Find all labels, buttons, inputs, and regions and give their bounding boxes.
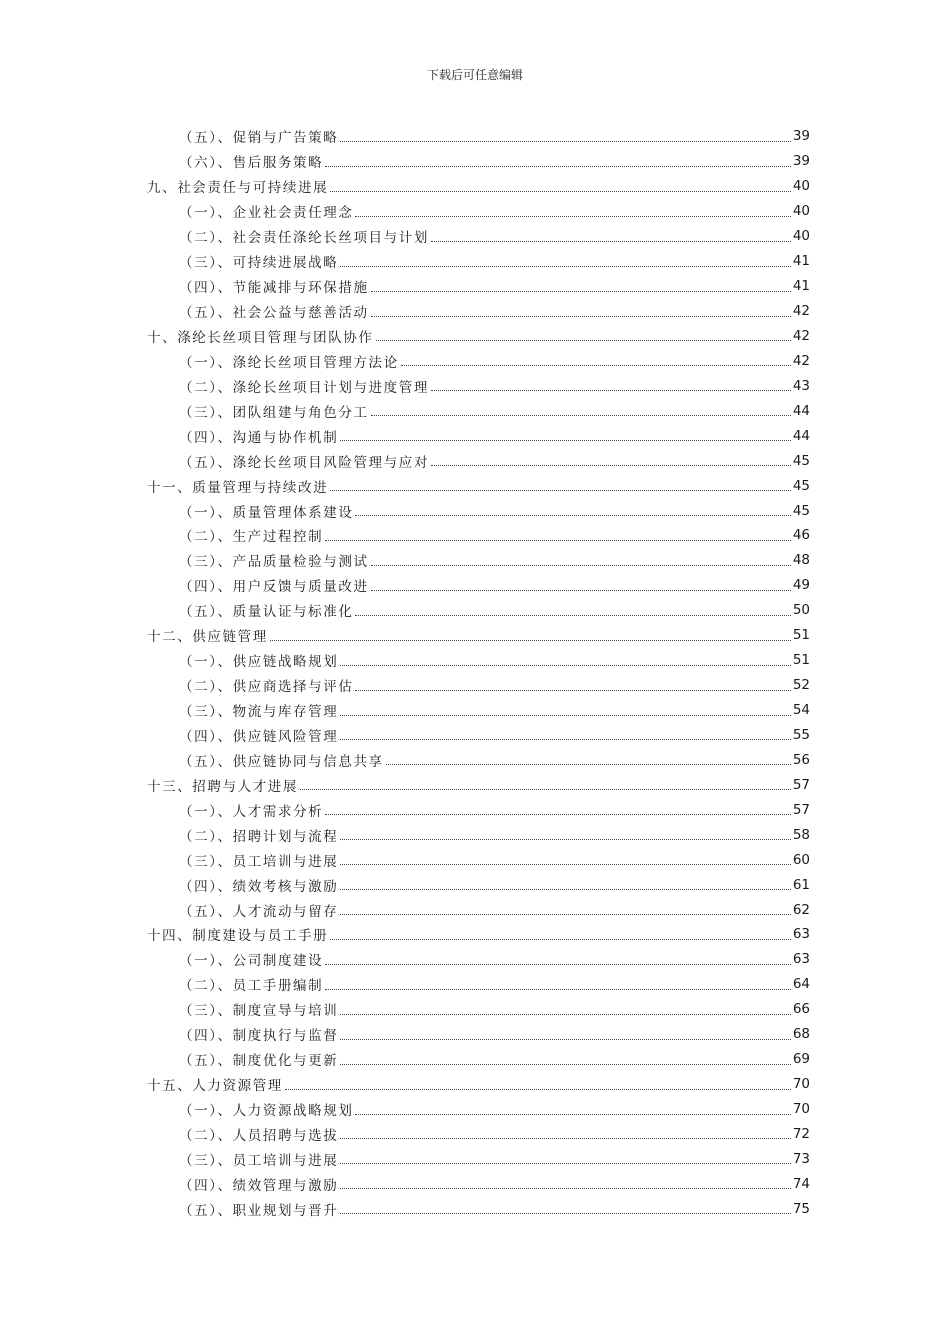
toc-dot-leader — [355, 690, 790, 691]
toc-dot-leader — [371, 291, 791, 292]
toc-chapter-row[interactable] — [147, 473, 810, 498]
toc-section-row[interactable] — [147, 274, 810, 299]
toc-section-row[interactable] — [147, 897, 810, 922]
toc-dot-leader — [325, 964, 791, 965]
toc-section-row[interactable] — [147, 723, 810, 748]
toc-page-number: 42 — [792, 303, 810, 320]
toc-dot-leader — [376, 340, 791, 341]
toc-entry-title: （一）、人力资源战略规划 — [179, 1103, 354, 1120]
toc-page-number: 51 — [792, 627, 810, 644]
toc-entry-title: （一）、企业社会责任理念 — [179, 205, 354, 222]
toc-page-number: 62 — [792, 901, 810, 918]
toc-entry-title: （一）、质量管理体系建设 — [179, 504, 354, 521]
toc-section-row[interactable] — [147, 872, 810, 897]
toc-page-number: 52 — [792, 677, 810, 694]
toc-dot-leader — [325, 989, 791, 990]
toc-dot-leader — [340, 1188, 790, 1189]
toc-section-row[interactable] — [147, 1196, 810, 1221]
toc-entry-title: （五）、供应链协同与信息共享 — [179, 753, 384, 770]
toc-section-row[interactable] — [147, 947, 810, 972]
toc-dot-leader — [340, 914, 790, 915]
toc-page-number: 44 — [792, 427, 810, 444]
toc-section-row[interactable] — [147, 847, 810, 872]
toc-section-row[interactable] — [147, 1171, 810, 1196]
toc-page-number: 45 — [792, 452, 810, 469]
toc-entry-title: 十一、质量管理与持续改进 — [147, 479, 329, 496]
toc-page-number: 42 — [792, 327, 810, 344]
toc-entry-title: （二）、社会责任涤纶长丝项目与计划 — [179, 230, 429, 247]
toc-dot-leader — [371, 565, 791, 566]
toc-page-number: 74 — [792, 1175, 810, 1192]
toc-page-number: 70 — [792, 1101, 810, 1118]
toc-page-number: 39 — [792, 153, 810, 170]
toc-dot-leader — [340, 665, 790, 666]
toc-entry-title: （一）、供应链战略规划 — [179, 654, 339, 671]
toc-entry-title: 十四、制度建设与员工手册 — [147, 928, 329, 945]
toc-entry-title: 十五、人力资源管理 — [147, 1078, 283, 1095]
toc-page-number: 69 — [792, 1051, 810, 1068]
toc-dot-leader — [355, 615, 790, 616]
toc-section-row[interactable] — [147, 673, 810, 698]
toc-page-number: 75 — [792, 1200, 810, 1217]
toc-section-row[interactable] — [147, 199, 810, 224]
toc-dot-leader — [340, 839, 790, 840]
toc-page-number: 45 — [792, 477, 810, 494]
toc-dot-leader — [371, 415, 791, 416]
toc-dot-leader — [431, 465, 791, 466]
toc-entry-title: （二）、涤纶长丝项目计划与进度管理 — [179, 379, 429, 396]
toc-page-number: 58 — [792, 826, 810, 843]
toc-dot-leader — [340, 440, 790, 441]
toc-page-number: 54 — [792, 702, 810, 719]
toc-dot-leader — [340, 141, 790, 142]
toc-section-row[interactable] — [147, 648, 810, 673]
toc-entry-title: （一）、涤纶长丝项目管理方法论 — [179, 354, 399, 371]
toc-chapter-row[interactable] — [147, 922, 810, 947]
toc-section-row[interactable] — [147, 573, 810, 598]
toc-entry-title: （五）、质量认证与标准化 — [179, 604, 354, 621]
toc-page-number: 45 — [792, 502, 810, 519]
toc-dot-leader — [355, 1114, 790, 1115]
toc-dot-leader — [340, 889, 790, 890]
toc-page-number: 61 — [792, 876, 810, 893]
toc-section-row[interactable] — [147, 373, 810, 398]
toc-dot-leader — [285, 1089, 791, 1090]
toc-entry-title: （二）、供应商选择与评估 — [179, 679, 354, 696]
toc-chapter-row[interactable] — [147, 772, 810, 797]
toc-entry-title: （四）、节能减排与环保措施 — [179, 280, 369, 297]
page-header: 下载后可任意编辑 — [426, 68, 523, 82]
toc-entry-title: （二）、生产过程控制 — [179, 529, 324, 546]
toc-entry-title: （三）、员工培训与进展 — [179, 1152, 339, 1169]
toc-page-number: 63 — [792, 951, 810, 968]
toc-entry-title: （四）、用户反馈与质量改进 — [179, 579, 369, 596]
toc-page-number: 41 — [792, 253, 810, 270]
toc-page-number: 40 — [792, 178, 810, 195]
toc-page-number: 66 — [792, 1001, 810, 1018]
toc-section-row[interactable] — [147, 698, 810, 723]
toc-entry-title: （三）、制度宣导与培训 — [179, 1003, 339, 1020]
toc-entry-title: （三）、可持续进展战略 — [179, 255, 339, 272]
toc-entry-title: （五）、涤纶长丝项目风险管理与应对 — [179, 454, 429, 471]
toc-dot-leader — [401, 365, 791, 366]
toc-dot-leader — [330, 490, 791, 491]
toc-page-number: 40 — [792, 228, 810, 245]
toc-entry-title: （五）、社会公益与慈善活动 — [179, 305, 369, 322]
toc-entry-title: （四）、供应链风险管理 — [179, 728, 339, 745]
toc-page-number: 55 — [792, 726, 810, 743]
toc-page-number: 63 — [792, 926, 810, 943]
toc-page-number: 56 — [792, 751, 810, 768]
toc-page-number: 73 — [792, 1150, 810, 1167]
toc-page-number: 64 — [792, 976, 810, 993]
toc-dot-leader — [431, 241, 791, 242]
toc-entry-title: （三）、团队组建与角色分工 — [179, 404, 369, 421]
toc-chapter-row[interactable] — [147, 324, 810, 349]
toc-dot-leader — [371, 590, 791, 591]
toc-page-number: 48 — [792, 552, 810, 569]
toc-entry-title: （四）、绩效管理与激励 — [179, 1177, 339, 1194]
toc-chapter-row[interactable] — [147, 623, 810, 648]
toc-dot-leader — [340, 1039, 790, 1040]
toc-page-number: 57 — [792, 776, 810, 793]
toc-entry-title: （三）、员工培训与进展 — [179, 853, 339, 870]
toc-dot-leader — [355, 216, 790, 217]
toc-entry-title: （五）、职业规划与晋升 — [179, 1202, 339, 1219]
toc-section-row[interactable] — [147, 1146, 810, 1171]
toc-dot-leader — [386, 764, 791, 765]
toc-dot-leader — [340, 1014, 790, 1015]
toc-section-row[interactable] — [147, 972, 810, 997]
toc-entry-title: （四）、制度执行与监督 — [179, 1028, 339, 1045]
table-of-contents — [147, 124, 810, 1221]
toc-page-number: 68 — [792, 1026, 810, 1043]
toc-dot-leader — [340, 1064, 790, 1065]
toc-section-row[interactable] — [147, 822, 810, 847]
toc-page-number: 40 — [792, 203, 810, 220]
toc-page-number: 51 — [792, 652, 810, 669]
toc-page-number: 44 — [792, 402, 810, 419]
toc-entry-title: （一）、人才需求分析 — [179, 803, 324, 820]
toc-entry-title: （二）、员工手册编制 — [179, 978, 324, 995]
toc-dot-leader — [270, 640, 791, 641]
toc-section-row[interactable] — [147, 1022, 810, 1047]
toc-section-row[interactable] — [147, 498, 810, 523]
toc-entry-title: （三）、产品质量检验与测试 — [179, 554, 369, 571]
toc-section-row[interactable] — [147, 747, 810, 772]
toc-entry-title: （五）、制度优化与更新 — [179, 1053, 339, 1070]
toc-page-number: 57 — [792, 801, 810, 818]
toc-page-number: 60 — [792, 851, 810, 868]
toc-dot-leader — [340, 739, 790, 740]
toc-section-row[interactable] — [147, 1097, 810, 1122]
toc-page-number: 41 — [792, 278, 810, 295]
toc-section-row[interactable] — [147, 797, 810, 822]
toc-dot-leader — [325, 814, 791, 815]
toc-section-row[interactable] — [147, 548, 810, 573]
toc-dot-leader — [340, 715, 790, 716]
toc-page-number: 70 — [792, 1076, 810, 1093]
toc-entry-title: （五）、促销与广告策略 — [179, 130, 339, 147]
toc-section-row[interactable] — [147, 1047, 810, 1072]
toc-page-number: 43 — [792, 377, 810, 394]
toc-section-row[interactable] — [147, 997, 810, 1022]
toc-dot-leader — [330, 191, 791, 192]
toc-entry-title: （四）、绩效考核与激励 — [179, 878, 339, 895]
toc-page-number: 42 — [792, 352, 810, 369]
toc-entry-title: （二）、招聘计划与流程 — [179, 828, 339, 845]
toc-dot-leader — [340, 266, 790, 267]
toc-page-number: 49 — [792, 577, 810, 594]
toc-dot-leader — [340, 864, 790, 865]
toc-entry-title: 十、涤纶长丝项目管理与团队协作 — [147, 329, 374, 346]
toc-entry-title: （一）、公司制度建设 — [179, 953, 324, 970]
toc-entry-title: （二）、人员招聘与选拔 — [179, 1127, 339, 1144]
toc-dot-leader — [340, 1138, 790, 1139]
toc-dot-leader — [340, 1163, 790, 1164]
toc-entry-title: （五）、人才流动与留存 — [179, 903, 339, 920]
toc-section-row[interactable] — [147, 348, 810, 373]
toc-section-row[interactable] — [147, 1122, 810, 1147]
toc-page-number: 72 — [792, 1125, 810, 1142]
toc-section-row[interactable] — [147, 149, 810, 174]
toc-section-row[interactable] — [147, 598, 810, 623]
toc-dot-leader — [340, 1213, 790, 1214]
toc-section-row[interactable] — [147, 523, 810, 548]
toc-dot-leader — [355, 515, 790, 516]
toc-section-row[interactable] — [147, 448, 810, 473]
toc-section-row[interactable] — [147, 224, 810, 249]
toc-chapter-row[interactable] — [147, 174, 810, 199]
toc-section-row[interactable] — [147, 398, 810, 423]
toc-page-number: 39 — [792, 128, 810, 145]
toc-entry-title: （四）、沟通与协作机制 — [179, 429, 339, 446]
toc-entry-title: 十三、招聘与人才进展 — [147, 778, 298, 795]
toc-entry-title: （六）、售后服务策略 — [179, 155, 324, 172]
toc-entry-title: 九、社会责任与可持续进展 — [147, 180, 329, 197]
toc-section-row[interactable] — [147, 249, 810, 274]
toc-page-number: 50 — [792, 602, 810, 619]
toc-dot-leader — [325, 166, 791, 167]
toc-dot-leader — [325, 540, 791, 541]
toc-section-row[interactable] — [147, 423, 810, 448]
toc-section-row[interactable] — [147, 299, 810, 324]
toc-entry-title: 十二、供应链管理 — [147, 629, 268, 646]
toc-page-number: 46 — [792, 527, 810, 544]
toc-dot-leader — [330, 939, 791, 940]
toc-chapter-row[interactable] — [147, 1072, 810, 1097]
toc-dot-leader — [300, 789, 791, 790]
toc-entry-title: （三）、物流与库存管理 — [179, 704, 339, 721]
toc-section-row[interactable] — [147, 124, 810, 149]
toc-dot-leader — [371, 316, 791, 317]
toc-dot-leader — [431, 390, 791, 391]
